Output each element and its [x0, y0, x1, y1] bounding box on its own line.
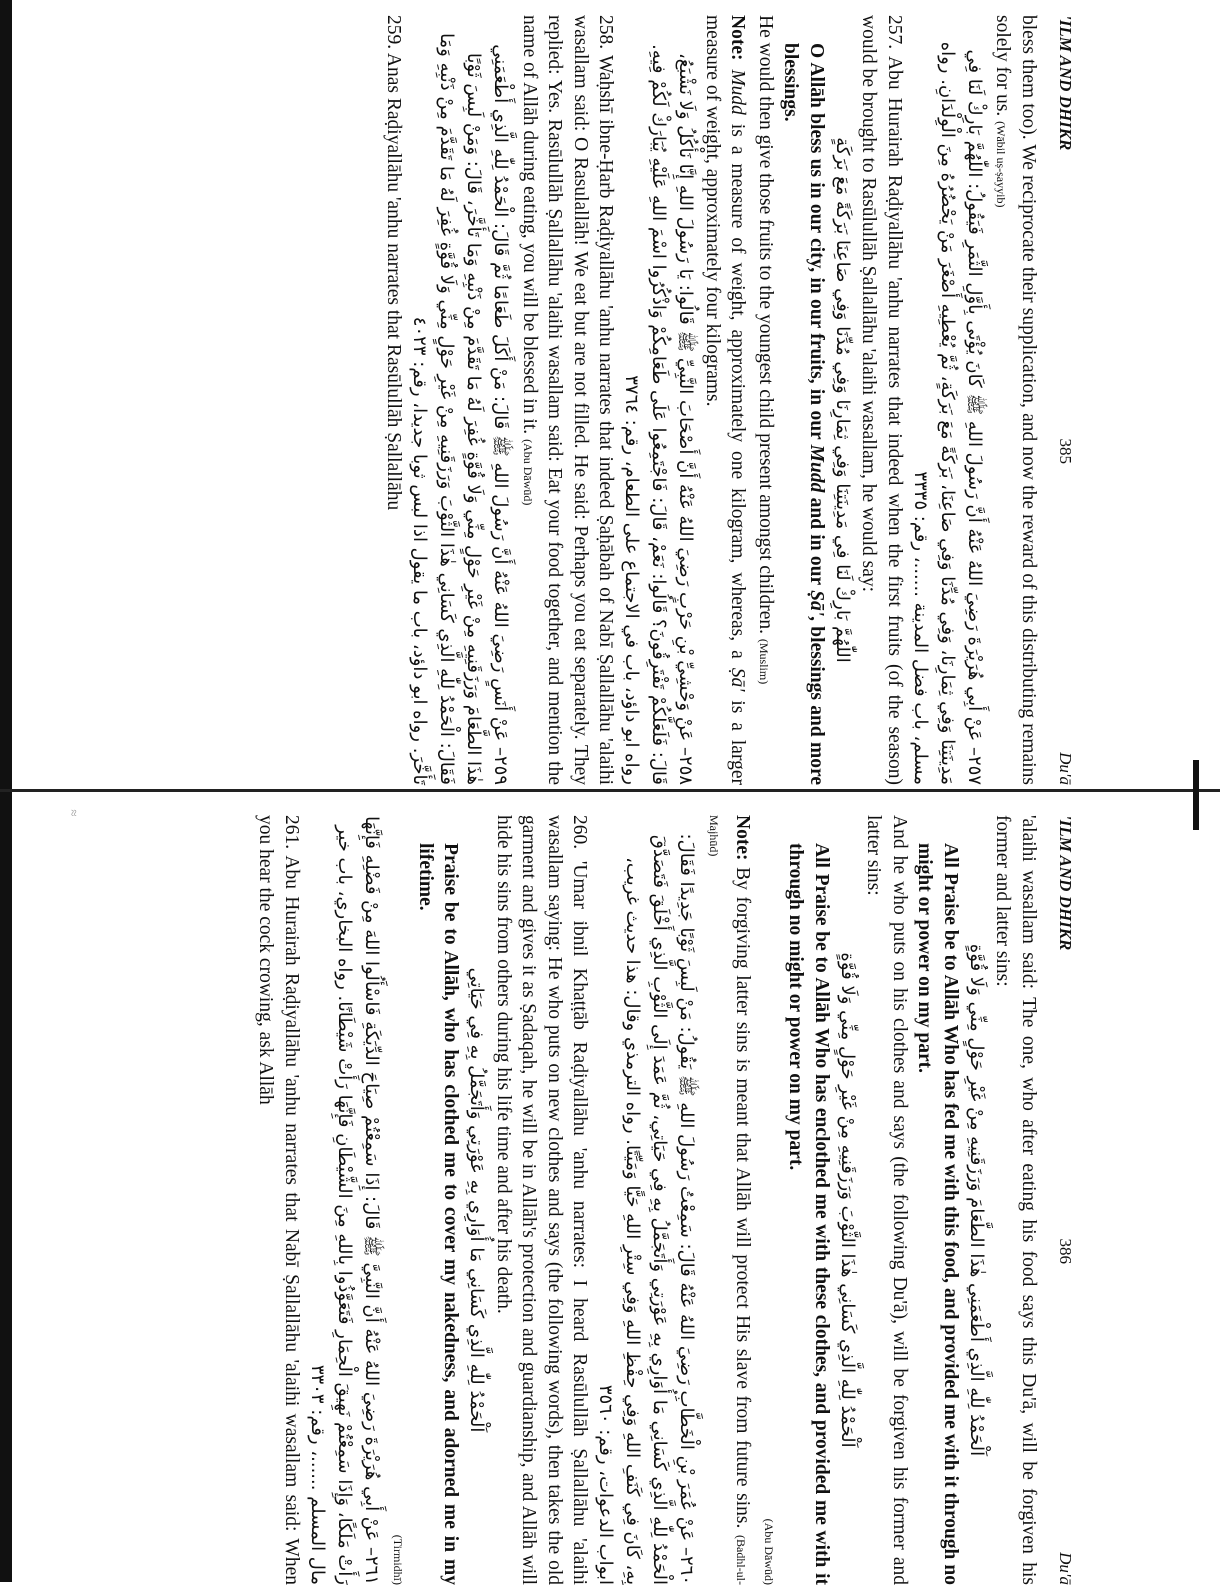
reference: (Muslim) [757, 638, 771, 685]
dua-text: and in our [806, 492, 827, 591]
page-385 [0, 15, 1075, 785]
hadith-260-arabic: ٢٦٠– عَنْ عُمَرَ بْنِ الْخَطَّابِ رَضِيَ اللهُ عَنْهُ قَالَ: سَمِعْتُ رَسُولَ اللهِ ﷺ يَقُولُ: مَنْ لَبِسَ ثَوْبًا جَدِيدًا فَقَالَ: الْحَمْدُ لِلّٰهِ الَّذِي كَسَانِي مَا أُوَارِي بِهِ عَوْرَتِي وَأَتَجَمَّلُ بِهِ فِي حَيَاتِي، ثُمَّ عَمَدَ إِلَى الثَّوْبِ الَّذِي أَخْلَقَ فَتَصَدَّقَ بِهِ، كَانَ فِي كَنَفِ اللهِ وَفِي حِفْظِ اللهِ وَفِي سِتْرِ اللهِ حَيًّا وَمَيِّتًا. رواه الترمذي وقال: هذا حديث غريب، ابواب الدعوات، رقم: ٣٥٦٠ [595, 833, 698, 1585]
note-term: Ṣā' [727, 667, 749, 692]
header-section: 'ILM AND DHIKR [1056, 815, 1075, 951]
dua-term: Mudd [806, 444, 827, 493]
hadith-261-english: 261. Abu Hurairah Raḍiyallāhu 'anhu narrates that Nabī Ṣallallāhu 'alaihi wasallam said: When you hear the cock crowing, ask Allāh [255, 815, 302, 1585]
note-term: Mudd [727, 69, 749, 115]
reference: (Abu Dāwūd) [762, 1518, 776, 1585]
hadith-260-english: 260. 'Umar ibnil Khaṭṭāb Raḍiyallāhu 'anhu narrates: I heard Rasūlullāh Ṣallallāhu 'alaihi wasallam saying: He who puts on new clothes and says (the following words), then takes the old garment and gives it as Ṣadaqah, he will be in Allāh's protection and guardianship, and Allāh will hide his sins from others during his life time and after his death. [493, 815, 591, 1585]
note-257 [700, 15, 751, 785]
hadith-259-english: 259. Anas Raḍiyallāhu 'anhu narrates that Rasūlullāh Ṣallallāhu [383, 15, 405, 511]
header-chapter: Du'ā [1056, 752, 1075, 785]
page-header [1041, 15, 1075, 785]
note-text: is a measure of weight, approximately one kilogram, whereas, a [727, 114, 749, 668]
scan-speck: ≈ [66, 809, 82, 817]
dua-term: Ṣā' [806, 590, 827, 617]
continued-english: bless them too). We reciprocate their supplication, and now the reward of this distributing remains solely for us. [992, 15, 1039, 785]
dua-257-translation [778, 15, 829, 785]
continued-text [988, 15, 1041, 785]
header-section: 'ILM AND DHIKR [1056, 15, 1075, 151]
dua-clothes-translation: All Praise be to Allāh Who has enclothed me with these clothes, and provided me with it through no might or power on my part. [785, 843, 832, 1585]
dua-clothes-arabic: اَلْحَمْدُ لِلّٰهِ الَّذِي كَسَانِي هٰذَا الثَّوْبَ وَرَزَقَنِيهِ مِنْ غَيْرِ حَوْلٍ مِنِّي وَلَا قُوَّةٍ [837, 952, 858, 1448]
reference: (Wābil uṣ-ṣayyib) [994, 121, 1009, 208]
page-number: 386 [1056, 1238, 1075, 1264]
note-text: is a larger measure of weight, approximately four kilograms. [702, 15, 749, 786]
header-chapter: Du'ā [1056, 1552, 1075, 1585]
dua-new-clothes-arabic: اَلْحَمْدُ لِلّٰهِ الَّذِي كَسَانِي مَا أُوَارِي بِهِ عَوْرَتِي وَأَتَجَمَّلُ بِهِ فِي حَيَاتِي [466, 967, 488, 1433]
reference: (Badhl-ul-Majhūd) [707, 815, 749, 1585]
dua-text: , blessings and more blessings. [780, 43, 827, 785]
hadith-261-arabic: ٢٦١– عَنْ أَبِي هُرَيْرَةَ رَضِيَ اللهُ عَنْهُ أَنَّ النَّبِيَّ ﷺ قَالَ: إِذَا سَمِعْتُمْ صِيَاحَ الدِّيَكَةِ فَاسْأَلُوا اللهَ مِنْ فَضْلِهِ فَإِنَّهَا رَأَتْ مَلَكًا، وَإِذَا سَمِعْتُمْ نَهِيقَ الْحِمَارِ فَتَعَوَّذُوا بِاللهِ مِنَ الشَّيْطَانِ فَإِنَّهَا رَأَتْ شَيْطَانًا. رواه البخاري، باب خير مال المسلم ......، رقم: ٣٣٠٣ [307, 816, 382, 1585]
book-spine [0, 789, 1220, 792]
note-label: Note: [727, 15, 749, 61]
reference: (Abu Dāwūd) [521, 439, 535, 506]
hadith-257-english: 257. Abu Hurairah Raḍiyallāhu 'anhu narrates that indeed when the first fruits (of the season) would be brought to Rasūlullāh Ṣallallāhu 'alaihi wasallam, he would say: [858, 15, 905, 785]
dua-new-clothes-reference [385, 815, 413, 1585]
dua-clothes-reference [756, 815, 784, 1585]
dua-food-translation: All Praise be to Allāh Who has fed me with this food, and provided me with it through no might or power on my part. [914, 843, 961, 1585]
hadith-258-english [515, 15, 619, 785]
dua-text: O Allāh bless us in our city, in our fruits, in our [806, 43, 827, 445]
spine-mark [1193, 760, 1199, 830]
hadith-257-arabic: ٢٥٧– عَنْ أَبِي هُرَيْرَةَ رَضِيَ اللهُ عَنْهُ أَنَّ رَسُولَ اللهِ ﷺ كَانَ يُؤْتَى بِأَوَّلِ الثَّمَرِ فَيَقُولُ: اللّٰهُمَّ بَارِكْ لَنَا فِي مَدِينَتِنَا وَفِي ثِمَارِنَا، وَفِي مُدِّنَا وَفِي صَاعِنَا، بَرَكَةً مَعَ بَرَكَةٍ، ثُمَّ يُعْطِيهِ أَصْغَرَ مَنْ يَحْضُرُهُ مِنَ الْوِلْدَانِ. رواه مسلم، باب فضل المدينة ......، رقم: ٣٣٣٥ [910, 41, 985, 785]
dua-new-clothes-translation: Praise be to Allāh, who has clothed me to cover my nakedness, and adorned me in my lifetime. [415, 843, 462, 1585]
note-text: By forgiving latter sins is meant that Allāh will protect His slave from future sins. [732, 860, 754, 1529]
hadith-259-arabic: ٢٥٩– عَنْ أَنَسٍ رَضِيَ اللهُ عَنْهُ أَنَّ رَسُولَ اللهِ ﷺ قَالَ: مَنْ أَكَلَ طَعَامًا ثُمَّ قَالَ: الْحَمْدُ لِلّٰهِ الَّذِي أَطْعَمَنِي هٰذَا الطَّعَامَ وَرَزَقَنِيهِ مِنْ غَيْرِ حَوْلٍ مِنِّي وَلَا قُوَّةٍ غُفِرَ لَهُ مَا تَقَدَّمَ مِنْ ذَنْبِهِ وَمَا تَأَخَّرَ، قَالَ: وَمَنْ لَبِسَ ثَوْبًا فَقَالَ: الْحَمْدُ لِلّٰهِ الَّذِي كَسَانِي هٰذَا الثَّوْبَ وَرَزَقَنِيهِ مِنْ غَيْرِ حَوْلٍ مِنِّي وَلَا قُوَّةٍ غُفِرَ لَهُ مَا تَقَدَّمَ مِنْ ذَنْبِهِ وَمَا تَأَخَّرَ. رواه ابو داؤد، باب ما يقول اذا لبس ثوبا جديدا، رقم: ٤٠٢٣ [409, 33, 512, 785]
continued-text: 'alaihi wasallam said: The one, who after eating his food says this Du'ā, will be forgiven his former and latter sins: [992, 815, 1039, 1585]
hadith-257-continued [751, 15, 779, 785]
continued-english: He would then give those fruits to the youngest child present amongst children. [755, 15, 776, 635]
page-number: 385 [1056, 438, 1075, 464]
reference: (Tirmidhī) [391, 1534, 406, 1585]
dua-257-arabic: اللّٰهُمَّ بَارِكْ لَنَا فِي مَدِينَتِنَا وَفِي ثِمَارِنَا وَفِي مُدِّنَا وَفِي صَاعِنَا بَرَكَةً مَعَ بَرَكَةٍ [832, 137, 853, 663]
note-forgiveness [701, 815, 756, 1585]
hadith-258-arabic: ٢٥٨– عَنْ وَحْشِيِّ بْنِ حَرْبٍ رَضِيَ اللهُ عَنْهُ أَنَّ أَصْحَابَ النَّبِيِّ ﷺ قَالُوا: يَا رَسُولَ اللهِ إِنَّا نَأْكُلُ وَلَا نَشْبَعُ، قَالَ: فَلَعَلَّكُمْ تَفْتَرِقُونَ؟ قَالُوا: نَعَمْ، قَالَ: فَاجْتَمِعُوا عَلَى طَعَامِكُمْ وَاذْكُرُوا اسْمَ اللهِ عَلَيْهِ يُبَارَكْ لَكُمْ فِيهِ. رواه ابو داؤد، باب في الاجتماع على الطعام، رقم: ٣٧٦٤ [621, 44, 697, 785]
page-header [1041, 815, 1075, 1585]
page-386 [0, 815, 1075, 1585]
note-label: Note: [732, 815, 754, 861]
clothing-text: And he who puts on his clothes and says (the following Du'ā), will be forgiven his former and latter sins: [863, 815, 910, 1585]
dua-food-arabic: اَلْحَمْدُ لِلّٰهِ الَّذِي أَطْعَمَنِي هٰذَا الطَّعَامَ وَرَزَقَنِيهِ مِنْ غَيْرِ حَوْلٍ مِنِّي وَلَا قُوَّةٍ [966, 943, 987, 1457]
english-text: 258. Waḥshī ibne-Ḥarb Raḍiyallāhu 'anhu narrates that indeed Ṣaḥābah of Nabī Ṣallallāhu 'alaihi wasallam said: O Rasulallāh! We eat but are not filled. He said: Perhaps you eat separately. They replied: Yes. Rasūlullāh Ṣallallāhu 'alaihi wasallam said: Eat your food together, and mention the name of Allāh during eating, you will be blessed in it. [519, 15, 617, 785]
